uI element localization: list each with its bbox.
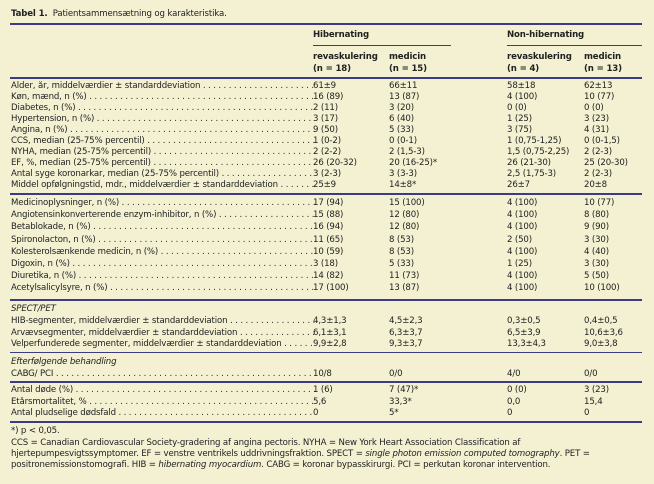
footnote-segment: hibernating myocardium: [158, 460, 262, 470]
cell-value: 4 (100): [507, 246, 538, 257]
top-rule: [10, 23, 642, 25]
cell-value: 0 (0): [507, 385, 527, 395]
row-label: Køn, mænd, n (%) . . .: [11, 92, 315, 103]
cell-value: 61±9: [313, 81, 337, 91]
col-header-nonhib-medicin: [584, 51, 622, 75]
cell-value: 0/0: [389, 369, 403, 379]
cell-value: 10 (77): [584, 92, 615, 102]
cell-value: 1,5 (0,75-2,25): [507, 147, 570, 157]
cell-value: 3 (3-3): [389, 169, 417, 179]
table-row: [11, 283, 643, 294]
col-name: medicin: [584, 52, 621, 62]
cell-value: 2 (2-3): [584, 169, 612, 179]
cell-value: 4 (100): [507, 271, 538, 282]
bottom-rule: [10, 421, 642, 423]
col-name: medicin: [389, 52, 426, 62]
cell-value: 33,3*: [389, 396, 412, 407]
cell-value: 14 (82): [313, 271, 344, 282]
cell-value: 10 (59): [313, 246, 344, 257]
table-row: [11, 328, 643, 339]
table-row: [11, 210, 643, 221]
block-rule: [10, 352, 642, 353]
row-label: Etårsmortalitet, % . . .: [11, 397, 315, 408]
table-row: [11, 147, 643, 158]
col-n: (n = 4): [507, 64, 540, 74]
cell-value: 26±7: [507, 180, 531, 190]
footnote-segment: . CABG = koronar bypasskirurgi. PCI = perkutan koronar intervention.: [261, 460, 551, 470]
row-label: Hypertension, n (%) . . .: [11, 114, 315, 125]
cell-value: 3 (30): [584, 234, 609, 245]
cell-value: 1 (0-2): [313, 136, 341, 146]
col-n: (n = 15): [389, 64, 427, 74]
cell-value: 0 (0): [507, 103, 527, 113]
cell-value: 12 (80): [389, 210, 420, 221]
table-row: [11, 222, 643, 233]
cell-value: 20±8: [584, 180, 608, 190]
cell-value: 6 (40): [389, 114, 414, 124]
col-name: revaskulering: [313, 52, 378, 62]
cell-value: 8 (53): [389, 246, 414, 257]
cell-value: 9 (50): [313, 125, 338, 135]
cell-value: 5 (33): [389, 259, 414, 269]
col-header-nonhib-revask: [507, 51, 572, 75]
table-caption: [11, 9, 227, 19]
footnote-segment: CCS = Canadian Cardiovascular Society-gradering af angina pectoris. NYHA = New York Heart Association Classification af hjertepumpesvigtssymptomer. EF = venstre ventrikels uddrivningsfraktion. SPECT =: [11, 438, 521, 459]
row-label: EF, %, median (25-75% percentil) . . .: [11, 158, 315, 169]
section-title-treatment: Efterfølgende behandling: [11, 357, 117, 367]
cell-value: 12 (80): [389, 222, 420, 233]
cell-value: 6,3±3,7: [389, 327, 423, 338]
row-label: Medicinoplysninger, n (%) . . .: [11, 198, 315, 209]
table-row: [11, 271, 643, 282]
cell-value: 4 (31): [584, 125, 609, 135]
row-label: Betablokade, n (%) . . .: [11, 222, 315, 233]
cell-value: 1 (0,75-1,25): [507, 136, 562, 146]
row-label: Acetylsalicylsyre, n (%) . . .: [11, 283, 315, 294]
table-row: [11, 103, 643, 114]
cell-value: 0,3±0,5: [507, 316, 541, 326]
row-label: Angiotensinkonverterende enzym-inhibitor, n (%) . . .: [11, 210, 315, 221]
row-label: Kolesterolsænkende medicin, n (%) . . .: [11, 247, 315, 258]
col-n: (n = 13): [584, 64, 622, 74]
group-header-hibernating: Hibernating: [313, 30, 369, 40]
section-title-spect: SPECT/PET: [11, 304, 56, 314]
cell-value: 4 (100): [507, 210, 538, 221]
cell-value: 16 (94): [313, 222, 344, 233]
footnote-segment: single photon emission computed tomography: [365, 449, 560, 459]
table-row: [11, 259, 643, 270]
footnote-abbreviations: [11, 438, 643, 471]
cell-value: 2,5 (1,75-3): [507, 169, 557, 179]
table-row: [11, 198, 643, 209]
cell-value: 9,3±3,7: [389, 339, 423, 349]
cell-value: 6,5±3,9: [507, 327, 541, 338]
cell-value: 2 (2-2): [313, 147, 341, 157]
cell-value: 0,4±0,5: [584, 316, 618, 326]
cell-value: 26 (21-30): [507, 158, 551, 168]
row-label: CCS, median (25-75% percentil) . . .: [11, 136, 315, 147]
table-title: Patientsammensætning og karakteristika.: [52, 9, 227, 19]
cell-value: 17 (94): [313, 198, 344, 208]
cell-value: 16 (89): [313, 92, 344, 102]
table-row: [11, 125, 643, 136]
cell-value: 4 (40): [584, 246, 609, 257]
cell-value: 4 (100): [507, 222, 538, 233]
cell-value: 13 (87): [389, 283, 420, 294]
cell-value: 0 (0): [584, 103, 604, 113]
table-row: [11, 316, 643, 327]
cell-value: 0 (0-1,5): [584, 136, 620, 146]
cell-value: 13,3±4,3: [507, 339, 546, 349]
cell-value: 4 (100): [507, 92, 538, 102]
cell-value: 6,1±3,1: [313, 327, 347, 338]
cell-value: 0/0: [584, 369, 598, 379]
cell-value: 13 (87): [389, 92, 420, 102]
col-header-hib-revask: [313, 51, 378, 75]
cell-value: 2 (1,5-3): [389, 147, 425, 157]
cell-value: 4,3±1,3: [313, 316, 347, 326]
col-name: revaskulering: [507, 52, 572, 62]
cell-value: 7 (47)*: [389, 385, 419, 395]
row-label: Spironolacton, n (%) . . .: [11, 235, 315, 246]
col-n: (n = 18): [313, 64, 351, 74]
col-header-hib-medicin: [389, 51, 427, 75]
row-label: Antal døde (%) . . .: [11, 385, 315, 396]
cell-value: 3 (2-3): [313, 169, 341, 179]
footnote-significance: *) p < 0,05.: [11, 426, 60, 436]
row-label: Arvævsegmenter, middelværdier ± standarddeviation . . .: [11, 328, 315, 339]
cell-value: 2 (11): [313, 103, 338, 113]
cell-value: 1 (6): [313, 385, 333, 395]
cell-value: 5 (33): [389, 125, 414, 135]
cell-value: 15 (100): [389, 198, 425, 208]
cell-value: 2 (50): [507, 234, 532, 245]
table-row: [11, 369, 643, 380]
table-row: [11, 92, 643, 103]
row-label: HIB-segmenter, middelværdier ± standarddeviation . . .: [11, 316, 315, 327]
cell-value: 9,0±3,8: [584, 339, 618, 349]
cell-value: 3 (20): [389, 103, 414, 113]
cell-value: 3 (75): [507, 125, 532, 135]
group-rule-hibernating: [313, 45, 451, 46]
table-number: Tabel 1.: [11, 9, 48, 19]
cell-value: 25±9: [313, 180, 337, 190]
cell-value: 66±11: [389, 81, 418, 91]
row-label: Angina, n (%) . . .: [11, 125, 315, 136]
row-label: Antal syge koronarkar, median (25-75% percentil) . . .: [11, 169, 315, 180]
cell-value: 8 (80): [584, 210, 609, 221]
cell-value: 14±8*: [389, 180, 417, 190]
cell-value: 0: [584, 408, 590, 418]
cell-value: 62±13: [584, 81, 613, 91]
block-rule: [10, 193, 642, 195]
cell-value: 3 (30): [584, 259, 609, 269]
footnote-segment: . PET = positronemissionstomografi. HIB =: [11, 449, 590, 470]
cell-value: 10 (100): [584, 283, 620, 294]
table-row: [11, 397, 643, 408]
cell-value: 4 (100): [507, 198, 538, 208]
cell-value: 20 (16-25)*: [389, 158, 437, 168]
cell-value: 3 (18): [313, 259, 338, 269]
cell-value: 10/8: [313, 369, 332, 379]
header-rule: [10, 77, 642, 79]
cell-value: 5,6: [313, 396, 327, 407]
cell-value: 3 (23): [584, 385, 609, 395]
row-label: NYHA, median (25-75% percentil) . . .: [11, 147, 315, 158]
cell-value: 9 (90): [584, 222, 609, 233]
row-label: Middel opfølgningstid, mdr., middelværdier ± standarddeviation . . .: [11, 180, 315, 191]
cell-value: 3 (17): [313, 114, 338, 124]
cell-value: 9,9±2,8: [313, 339, 347, 349]
cell-value: 26 (20-32): [313, 158, 357, 168]
cell-value: 17 (100): [313, 283, 349, 294]
cell-value: 5 (50): [584, 271, 609, 282]
cell-value: 0,0: [507, 396, 521, 407]
cell-value: 1 (25): [507, 259, 532, 269]
cell-value: 58±18: [507, 81, 536, 91]
row-label: Antal pludselige dødsfald . . .: [11, 408, 315, 419]
table-row: [11, 235, 643, 246]
cell-value: 4,5±2,3: [389, 316, 423, 326]
table-row: [11, 169, 643, 180]
row-label: Diuretika, n (%) . . .: [11, 271, 315, 282]
cell-value: 5*: [389, 408, 399, 418]
cell-value: 10 (77): [584, 198, 615, 208]
row-label: Alder, år, middelværdier ± standarddeviation . . .: [11, 81, 315, 92]
cell-value: 3 (23): [584, 114, 609, 124]
cell-value: 2 (2-3): [584, 147, 612, 157]
table-row: [11, 408, 643, 419]
cell-value: 25 (20-30): [584, 158, 628, 168]
table-row: [11, 158, 643, 169]
row-label: Digoxin, n (%) . . .: [11, 259, 315, 270]
block-rule: [10, 299, 642, 301]
cell-value: 10,6±3,6: [584, 327, 623, 338]
cell-value: 0 (0-1): [389, 136, 417, 146]
table-row: [11, 81, 643, 92]
row-label: Velperfunderede segmenter, middelværdier ± standarddeviation . . .: [11, 339, 315, 350]
table-row: [11, 385, 643, 396]
group-rule-non-hibernating: [507, 45, 642, 46]
cell-value: 15,4: [584, 396, 603, 407]
cell-value: 0: [507, 408, 513, 418]
cell-value: 11 (73): [389, 271, 420, 282]
table-row: [11, 180, 643, 191]
cell-value: 1 (25): [507, 114, 532, 124]
table-row: [11, 136, 643, 147]
row-label: CABG/ PCI . . .: [11, 369, 315, 380]
row-label: Diabetes, n (%) . . .: [11, 103, 315, 114]
cell-value: 4 (100): [507, 283, 538, 294]
cell-value: 11 (65): [313, 234, 344, 245]
table-row: [11, 339, 643, 350]
cell-value: 8 (53): [389, 234, 414, 245]
table-row: [11, 114, 643, 125]
cell-value: 4/0: [507, 369, 521, 379]
cell-value: 15 (88): [313, 210, 344, 221]
table-row: [11, 247, 643, 258]
block-rule: [10, 381, 642, 383]
group-header-non-hibernating: Non-hibernating: [507, 30, 585, 40]
cell-value: 0: [313, 408, 319, 418]
